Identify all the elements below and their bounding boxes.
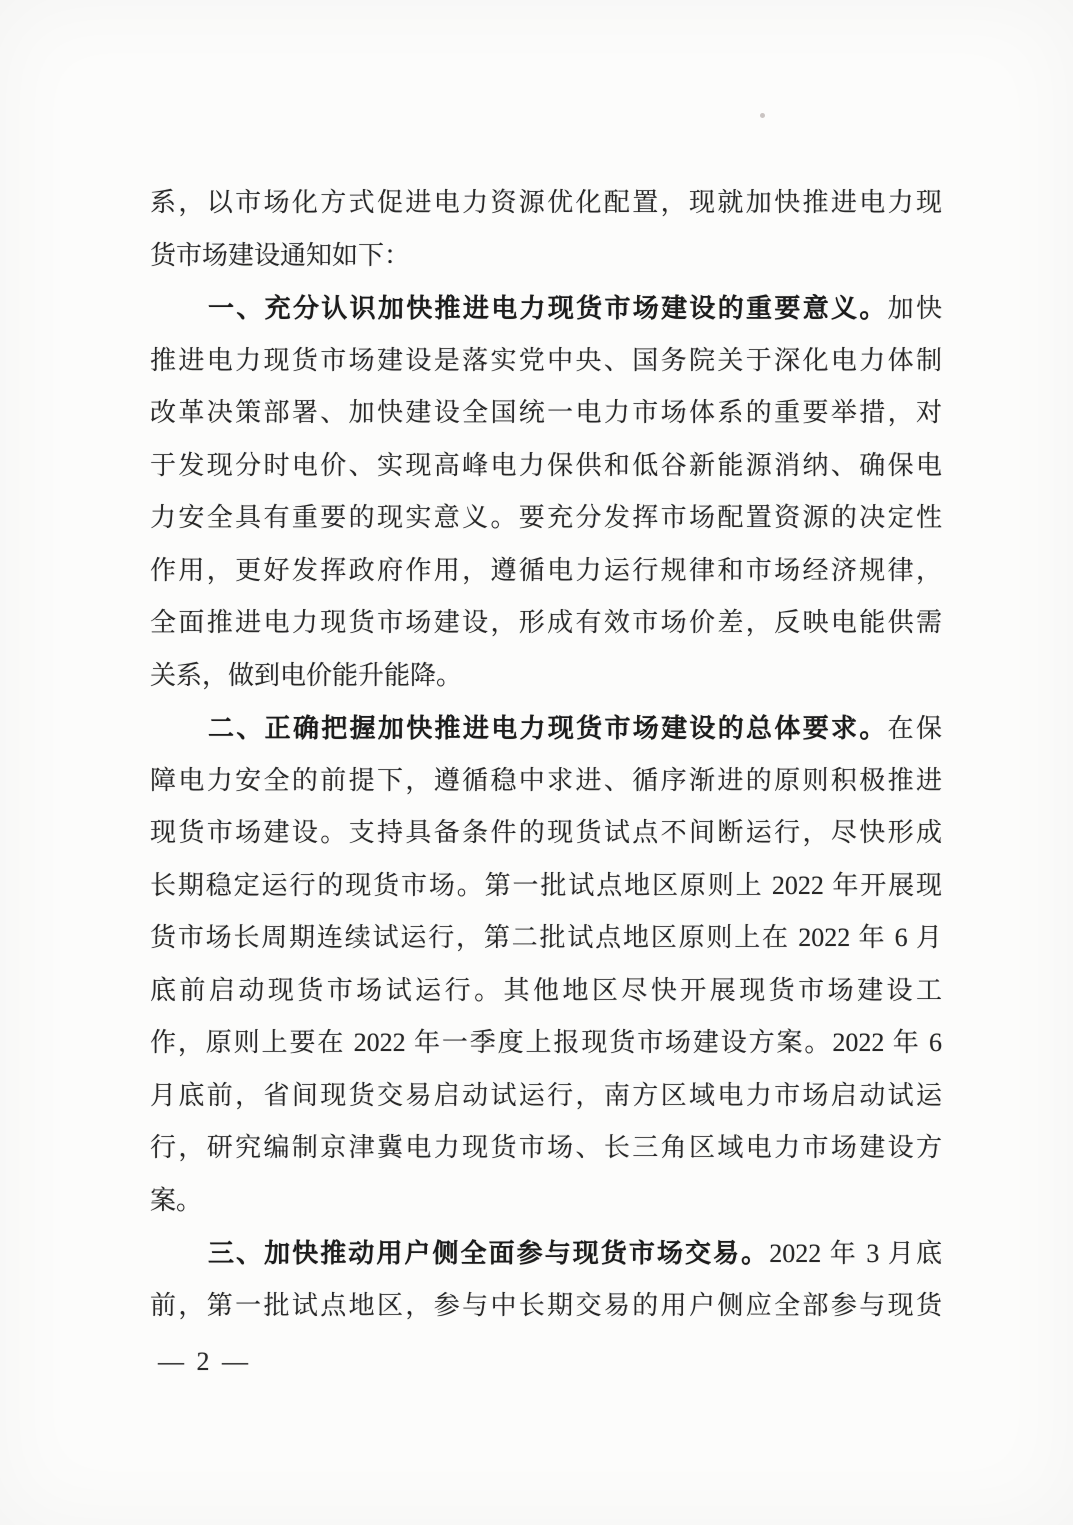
body-text-run: 2022 年 3 月底	[769, 1239, 942, 1268]
body-text-run: 案。	[150, 1185, 203, 1215]
body-text-run: 货市场长周期连续试运行，第二批试点地区原则上在 2022 年 6 月	[150, 923, 942, 952]
body-text-run: 作用，更好发挥政府作用，遵循电力运行规律和市场经济规律，	[150, 555, 942, 585]
body-text-run: 前，第一批试点地区，参与中长期交易的用户侧应全部参与现货	[150, 1290, 942, 1320]
document-line	[150, 440, 942, 493]
body-text-run: 改革决策部署、加快建设全国统一电力市场体系的重要举措，对	[150, 398, 942, 427]
section-heading-run: 三、加快推动用户侧全面参与现货市场交易。	[208, 1238, 770, 1268]
body-text-run: 在保	[887, 714, 942, 743]
document-line	[150, 335, 942, 388]
document-line	[150, 1175, 942, 1228]
body-text-run: 力安全具有重要的现实意义。要充分发挥市场配置资源的决定性	[150, 503, 942, 532]
document-line	[150, 1122, 942, 1175]
document-line-section-heading	[150, 1227, 942, 1280]
document-line-section-heading	[150, 282, 942, 335]
body-text-run: 月底前，省间现货交易启动试运行，南方区域电力市场启动试运	[150, 1080, 942, 1110]
document-line-section-heading	[150, 702, 942, 755]
body-text-run: 行，研究编制京津冀电力现货市场、长三角区域电力市场建设方	[150, 1133, 942, 1162]
document-line	[150, 1017, 942, 1070]
document-line	[150, 860, 942, 913]
document-line	[150, 545, 942, 598]
document-line	[150, 912, 942, 965]
section-heading-run: 一、充分认识加快推进电力现货市场建设的重要意义。	[208, 293, 888, 323]
body-text-run: 长期稳定运行的现货市场。第一批试点地区原则上 2022 年开展现	[150, 870, 942, 900]
body-text-run: 现货市场建设。支持具备条件的现货试点不间断运行，尽快形成	[150, 818, 942, 847]
document-line	[150, 965, 942, 1018]
scan-artifact-dot	[760, 113, 765, 118]
body-text-run: 货市场建设通知如下：	[150, 240, 411, 270]
document-line	[150, 230, 942, 283]
body-text-run: 加快	[887, 294, 942, 323]
body-text-run: 全面推进电力现货市场建设，形成有效市场价差，反映电能供需	[150, 608, 942, 637]
document-line	[150, 492, 942, 545]
document-body	[150, 177, 942, 1332]
document-line	[150, 1070, 942, 1123]
body-text-run: 于发现分时电价、实现高峰电力保供和低谷新能源消纳、确保电	[150, 450, 942, 480]
document-line	[150, 1280, 942, 1333]
section-heading-run: 二、正确把握加快推进电力现货市场建设的总体要求。	[208, 713, 888, 743]
body-text-run: 关系，做到电价能升能降。	[150, 660, 463, 690]
body-text-run: 推进电力现货市场建设是落实党中央、国务院关于深化电力体制	[150, 345, 942, 375]
document-line	[150, 650, 942, 703]
body-text-run: 障电力安全的前提下，遵循稳中求进、循序渐进的原则积极推进	[150, 765, 942, 795]
document-line	[150, 177, 942, 230]
body-text-run: 系，以市场化方式促进电力资源优化配置，现就加快推进电力现	[150, 188, 942, 217]
body-text-run: 底前启动现货市场试运行。其他地区尽快开展现货市场建设工	[150, 975, 942, 1005]
document-line	[150, 387, 942, 440]
document-line	[150, 597, 942, 650]
document-line	[150, 755, 942, 808]
document-line	[150, 807, 942, 860]
page-number: — 2 —	[158, 1347, 251, 1376]
body-text-run: 作，原则上要在 2022 年一季度上报现货市场建设方案。2022 年 6	[150, 1028, 942, 1057]
